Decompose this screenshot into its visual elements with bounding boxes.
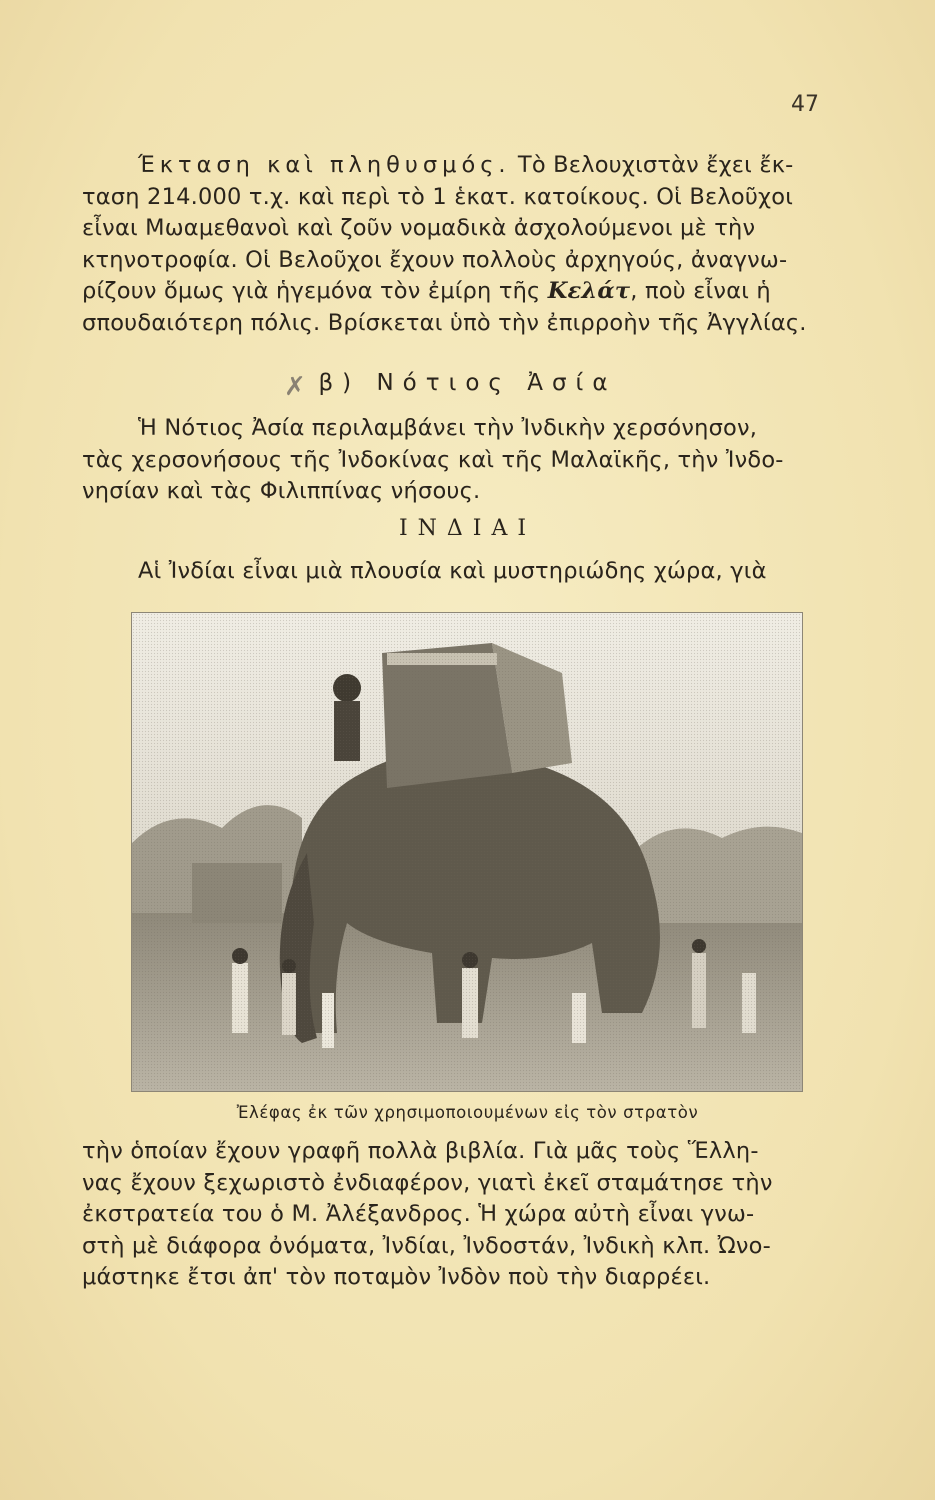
paragraph-line: σπουδαιότερη πόλις. Βρίσκεται ὑπὸ τὴν ἐπιρροὴν τῆς Ἀγγλίας. [82,309,807,336]
paragraph-line: τὴν ὁποίαν ἔχουν γραφῆ πολλὰ βιβλία. Γιὰ μᾶς τοὺς Ἕλλη- [82,1138,759,1164]
paragraph-india-continued [82,1136,852,1294]
pencil-mark: ✗ [284,372,306,402]
paragraph-line: στὴ μὲ διάφορα ὀνόματα, Ἰνδίαι, Ἰνδοστάν, Ἰνδικὴ κλπ. Ὠνο- [82,1232,771,1259]
paragraph-line: νας ἔχουν ξεχωριστὸ ἐνδιαφέρον, γιατὶ ἐκεῖ σταμάτησε τὴν [82,1169,773,1196]
elephant-photo-illustration [132,613,802,1091]
paragraph-india-intro [82,556,852,588]
photo-caption: Ἐλέφας ἐκ τῶν χρησιμοποιουμένων εἰς τὸν στρατὸν [236,1103,699,1122]
paragraph-line: μάστηκε ἔτσι ἀπ' τὸν ποταμὸν Ἰνδὸν ποὺ τὴν διαρρέει. [82,1264,711,1290]
elephant-photo [131,612,803,1092]
paragraph-area-population [82,150,852,339]
paragraph-line: νησίαν καὶ τὰς Φιλιππίνας νήσους. [82,478,481,504]
page-number: 47 [791,92,819,117]
emphasized-place-name: Κελάτ [547,278,631,304]
section-title: β) Νότιος Ἀσία [318,370,617,396]
chapter-title: ΙΝΔΙΑΙ [398,516,537,541]
paragraph-line: Ἡ Νότιος Ἀσία περιλαμβάνει τὴν Ἰνδικὴν χερσόνησον, [138,415,758,441]
paragraph-line: ἐκστρατεία του ὁ Μ. Ἀλέξανδρος. Ἡ χώρα αὐτὴ εἶναι γνω- [82,1201,755,1227]
paragraph-line: ταση 214.000 τ.χ. καὶ περὶ τὸ 1 ἑκατ. κατοίκους. Οἱ Βελοῦχοι [82,183,794,210]
paragraph-south-asia [82,413,852,508]
paragraph-line: ρίζουν ὅμως γιὰ ἡγεμόνα τὸν ἐμίρη τῆς Κελάτ, ποὺ εἶναι ἡ [82,278,771,304]
paragraph-line: Έκταση καὶ πληθυσμός. Τὸ Βελουχιστὰν ἔχει ἔκ- [138,152,794,178]
paragraph-line: κτηνοτροφία. Οἱ Βελοῦχοι ἔχουν πολλοὺς ἀρχηγούς, ἀναγνω- [82,246,788,273]
paragraph-line: εἶναι Μωαμεθανοὶ καὶ ζοῦν νομαδικὰ ἀσχολούμενοι μὲ τὴν [82,215,756,241]
paragraph-line: Αἱ Ἰνδίαι εἶναι μιὰ πλουσία καὶ μυστηριώδης χώρα, γιὰ [138,558,767,584]
paragraph-heading: Έκταση καὶ πληθυσμός. [138,152,511,178]
paragraph-line: τὰς χερσονήσους τῆς Ἰνδοκίνας καὶ τῆς Μαλαϊκῆς, τὴν Ἰνδο- [82,446,784,473]
